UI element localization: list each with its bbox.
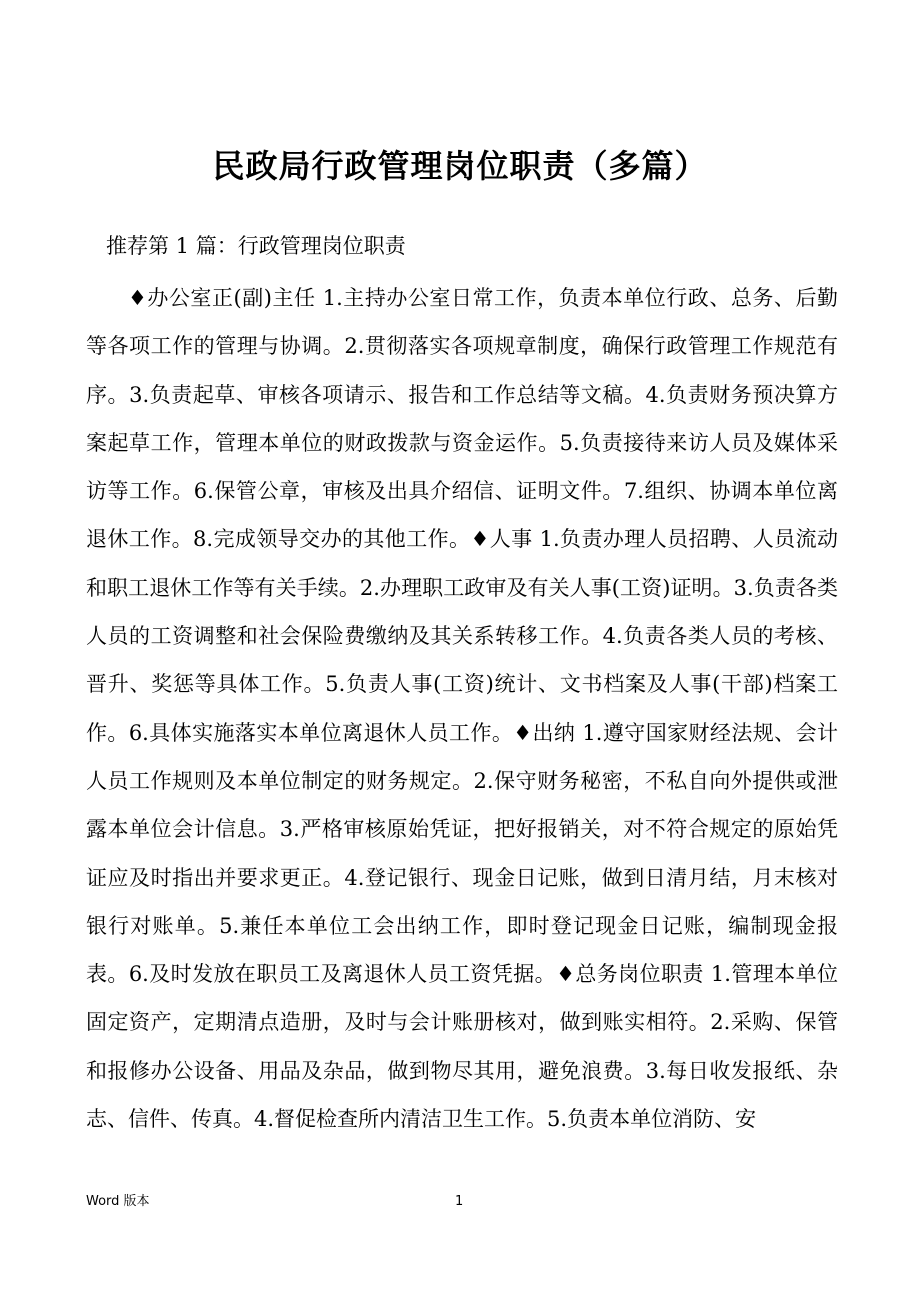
footer-page-number: 1	[455, 1194, 464, 1209]
document-body: ♦办公室正(副)主任 1.主持办公室日常工作，负责本单位行政、总务、后勤等各项工作的管理与协调。2.贯彻落实各项规章制度，确保行政管理工作规范有序。3.负责起草、审核各项请示、报告和工作总结等文稿。4.负责财务预决算方案起草工作，管理本单位的财政拨款与资金运作。5.负责接待来访人员及媒体采访等工作。6.保管公章，审核及出具介绍信、证明文件。7.组织、协调本单位离退休工作。8.完成领导交办的其他工作。♦人事 1.负责办理人员招聘、人员流动和职工退休工作等有关手续。2.办理职工政审及有关人事(工资)证明。3.负责各类人员的工资调整和社会保险费缴纳及其关系转移工作。4.负责各类人员的考核、晋升、奖惩等具体工作。5.负责人事(工资)统计、文书档案及人事(干部)档案工作。6.具体实施落实本单位离退休人员工作。♦出纳 1.遵守国家财经法规、会计人员工作规则及本单位制定的财务规定。2.保守财务秘密，不私自向外提供或泄露本单位会计信息。3.严格审核原始凭证，把好报销关，对不符合规定的原始凭证应及时指出并要求更正。4.登记银行、现金日记账，做到日清月结，月末核对银行对账单。5.兼任本单位工会出纳工作，即时登记现金日记账，编制现金报表。6.及时发放在职员工及离退休人员工资凭据。♦总务岗位职责 1.管理本单位固定资产，定期清点造册，及时与会计账册核对，做到账实相符。2.采购、保管和报修办公设备、用品及杂品，做到物尽其用，避免浪费。3.每日收发报纸、杂志、信件、传真。4.督促检查所内清洁卫生工作。5.负责本单位消防、安	[86, 286, 838, 1132]
footer-label: Word 版本	[86, 1194, 150, 1209]
document-subtitle: 推荐第 1 篇：行政管理岗位职责	[106, 234, 406, 258]
document-title: 民政局行政管理岗位职责（多篇）	[212, 147, 708, 185]
